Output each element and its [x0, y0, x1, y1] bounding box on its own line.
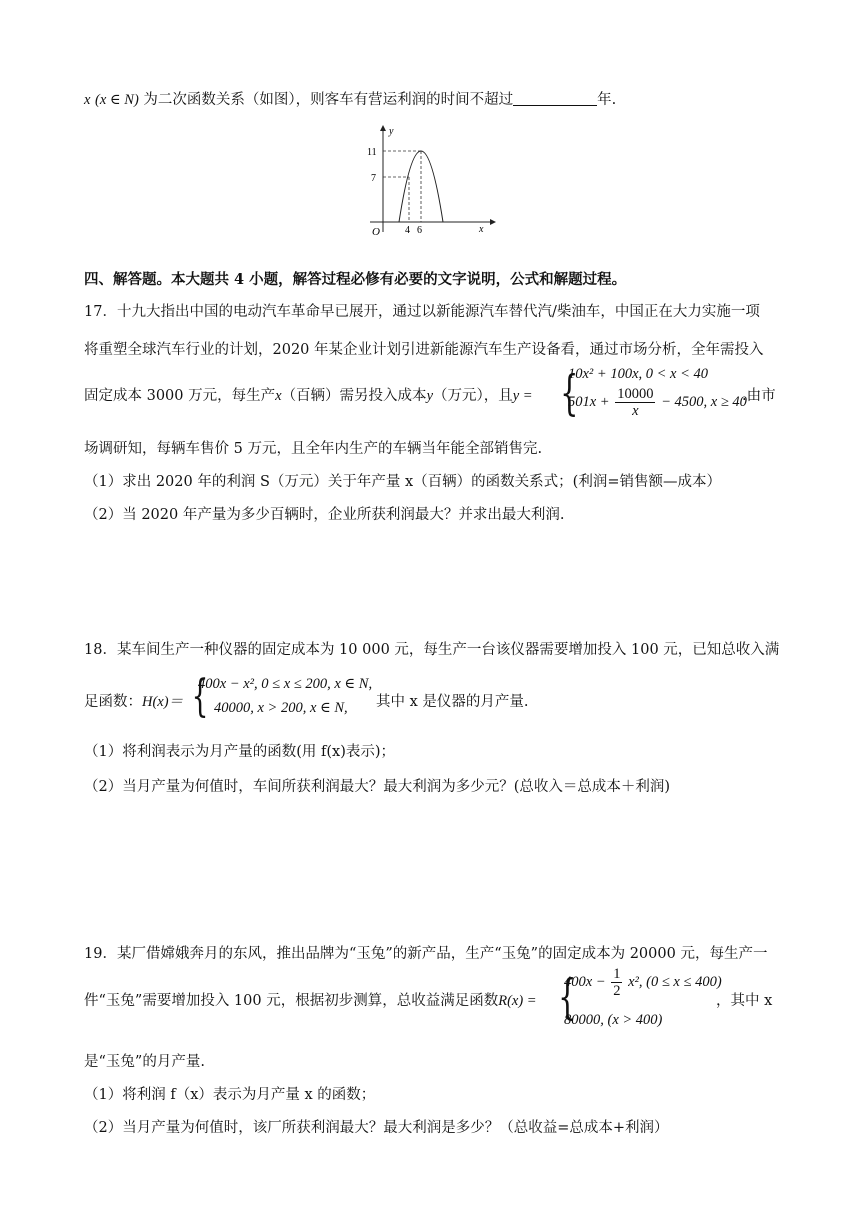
q19-case2: 80000, (x > 400)	[564, 1012, 663, 1028]
q19-fraction: $\frac{1}{2}$	[613, 966, 621, 999]
q18-eq: H(x)＝	[142, 694, 184, 710]
q18-line2: 足函数：H(x)＝	[84, 694, 184, 710]
q17-line4: 场调研知，每辆车售价 5 万元，且全年内生产的车辆当年能全部销售完.	[84, 441, 543, 457]
q16-tail-line	[84, 90, 616, 110]
q16-text-after: 年.	[597, 92, 617, 108]
x-tick-4: 4	[405, 225, 410, 236]
q17-var-y: y	[426, 388, 433, 404]
parabola-graph	[355, 120, 505, 240]
x-tick-6: 6	[417, 225, 422, 236]
q19-part2: （2）当月产量为何值时，该厂所获利润最大？最大利润是多少？（总收益=总成本+利润）	[84, 1120, 669, 1136]
q19-part1: （1）将利润 f（x）表示为月产量 x 的函数；	[84, 1087, 376, 1103]
q17-fraction: $\frac{10000}{x}$	[617, 386, 654, 419]
q17-line3-d: .由市	[742, 388, 776, 404]
origin-label: O	[372, 226, 380, 238]
q17-case1: 10x² + 100x, 0 < x < 40	[568, 366, 709, 382]
q17-var-x: x	[275, 388, 282, 404]
q19-line2: 件“玉兔”需要增加投入 100 元，根据初步测算，总收益满足函数R(x) =	[84, 993, 537, 1009]
section-title: 四、解答题。本大题共 4 小题，解答过程必修有必要的文字说明，公式和解题过程。	[84, 271, 627, 288]
q18-brace: {	[191, 671, 209, 722]
q17-line3	[84, 386, 533, 406]
q19-eq: R(x) =	[498, 993, 537, 1009]
q17-part1: （1）求出 2020 年的利润 S（万元）关于年产量 x（百辆）的函数关系式；(利润=销售额—成本）	[84, 474, 721, 490]
q19-case1: 400x − $\frac{1}{2}$ x², (0 ≤ x ≤ 400)	[564, 966, 722, 999]
q18-part2: （2）当月产量为何值时，车间所获利润最大？最大利润为多少元？(总收入＝总成本＋利润)	[84, 779, 671, 795]
answer-blank	[513, 91, 597, 106]
y-tick-11: 11	[367, 147, 377, 158]
q17-line1: 17．十九大指出中国的电动汽车革命早已展开，通过以新能源汽车替代汽/柴油车，中国正在大力实施一项	[84, 304, 760, 320]
q19-line3: 是“玉兔”的月产量.	[84, 1054, 205, 1070]
q18-case1: 400x − x², 0 ≤ x ≤ 200, x ∈ N,	[198, 676, 373, 692]
q18-line2-b: 其中 x 是仪器的月产量.	[376, 694, 529, 710]
y-tick-7: 7	[371, 173, 376, 184]
q17-cases	[568, 362, 748, 432]
q16-var: x	[84, 92, 91, 108]
q18-line1: 18．某车间生产一种仪器的固定成本为 10 000 元，每生产一台该仪器需要增加投入 100 元，已知总收入满	[84, 642, 780, 658]
q16-cond: (x ∈ N)	[95, 92, 139, 108]
q19-line2-b: ，其中 x	[716, 993, 773, 1009]
q19-brace: {	[558, 969, 577, 1025]
q19-line1: 19．某厂借嫦娥奔月的东风，推出品牌为“玉兔”的新产品，生产“玉兔”的固定成本为 20000 元，每生产一	[84, 946, 768, 962]
q17-case2: 501x + $\frac{10000}{x}$ − 4500, x ≥ 40	[568, 386, 747, 419]
q17-line3-c: （万元），且	[433, 388, 513, 404]
q18-cases	[198, 676, 378, 726]
q17-line2: 将重塑全球汽车行业的计划，2020 年某企业计划引进新能源汽车生产设备看，通过市场分析，全年需投入	[84, 342, 764, 358]
q17-line3-b: （百辆）需另投入成本	[281, 388, 427, 404]
q18-part1: （1）将利润表示为月产量的函数(用 f(x)表示)；	[84, 744, 396, 760]
q16-text-before: 为二次函数关系（如图），则客车有营运利润的时间不超过	[143, 92, 514, 108]
x-axis-label: x	[479, 224, 484, 235]
q17-part2: （2）当 2020 年产量为多少百辆时，企业所获利润最大？并求出最大利润.	[84, 507, 565, 523]
q18-case2: 40000, x > 200, x ∈ N,	[214, 700, 348, 716]
q17-eq: y =	[512, 388, 533, 404]
y-axis-label: y	[389, 126, 394, 137]
q17-brace: {	[560, 365, 579, 421]
q17-line3-a: 固定成本 3000 万元，每生产	[84, 388, 276, 404]
